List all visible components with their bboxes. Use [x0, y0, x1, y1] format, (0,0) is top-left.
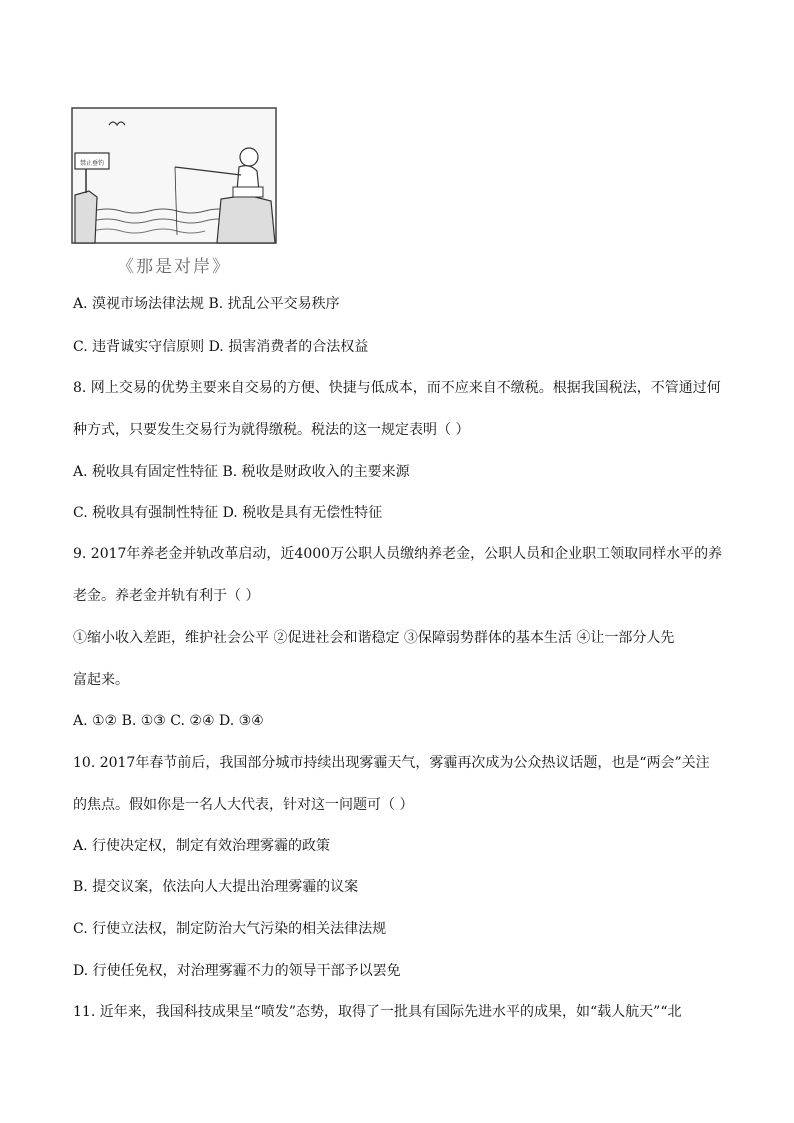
q10-option-d: D. 行使任免权，对治理雾霾不力的领导干部予以罢免 [73, 963, 401, 979]
cartoon-figure [71, 107, 277, 278]
q9-stem-line-1: 9. 2017年养老金并轨改革启动，近4000万公职人员缴纳养老金，公职人员和企业职工领取同样水平的养 [73, 546, 723, 562]
cartoon-caption: 《那是对岸》 [117, 257, 231, 277]
sign-text: 禁止垂钓 [79, 160, 105, 167]
q10-option-c: C. 行使立法权，制定防治大气污染的相关法律法规 [73, 921, 387, 937]
q9-options: A. ①② B. ①③ C. ②④ D. ③④ [73, 713, 264, 729]
q10-option-b: B. 提交议案，依法向人大提出治理雾霾的议案 [73, 879, 359, 895]
q10-stem-line-1: 10. 2017年春节前后，我国部分城市持续出现雾霾天气，雾霾再次成为公众热议话题，也是“两会”关注 [73, 755, 710, 771]
q7-options-ab: A. 漠视市场法律法规 B. 扰乱公平交易秩序 [73, 296, 340, 312]
q10-stem-line-2: 的焦点。假如你是一名人大代表，针对这一问题可（ ） [73, 797, 414, 813]
q11-stem-line-1: 11. 近年来，我国科技成果呈“喷发”态势，取得了一批具有国际先进水平的成果，如“载人航天”“北 [73, 1004, 682, 1020]
q8-stem-line-1: 8. 网上交易的优势主要来自交易的方便、快捷与低成本，而不应来自不缴税。根据我国税法，不管通过何 [73, 380, 721, 396]
q7-options-cd: C. 违背诚实守信原则 D. 损害消费者的合法权益 [73, 339, 369, 355]
q8-options-ab: A. 税收具有固定性特征 B. 税收是财政收入的主要来源 [73, 464, 410, 480]
q10-option-a: A. 行使决定权，制定有效治理雾霾的政策 [73, 838, 331, 854]
q9-items-line-2: 富起来。 [73, 672, 129, 688]
q9-stem-line-2: 老金。养老金并轨有利于（ ） [73, 588, 260, 604]
q9-items-line-1: ①缩小收入差距，维护社会公平 ②促进社会和谐稳定 ③保障弱势群体的基本生活 ④让一部分人先 [73, 630, 675, 646]
q8-stem-line-2: 种方式，只要发生交易行为就得缴税。税法的这一规定表明（ ） [73, 422, 470, 438]
q8-options-cd: C. 税收具有强制性特征 D. 税收是具有无偿性特征 [73, 505, 383, 521]
